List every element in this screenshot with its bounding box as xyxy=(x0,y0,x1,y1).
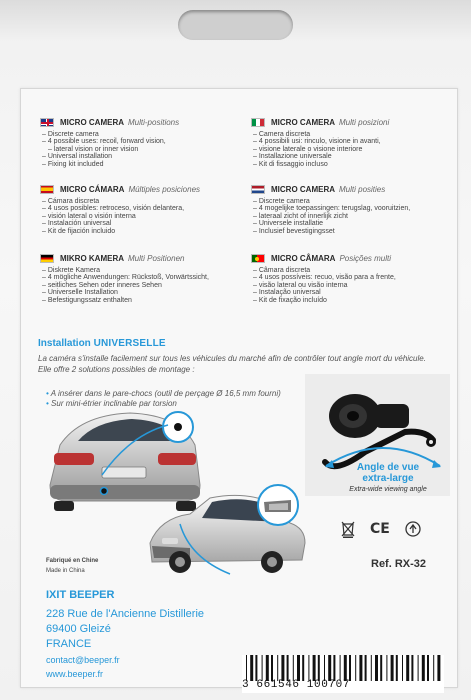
barcode-bar xyxy=(293,655,294,681)
lang-subtitle: Multi Positionen xyxy=(128,253,185,263)
barcode-bar xyxy=(396,655,398,681)
lang-subtitle: Multi posizioni xyxy=(339,117,390,127)
barcode-bar xyxy=(328,655,331,681)
feature-line: – lateral vision or inner vision xyxy=(40,146,250,153)
lang-block-es xyxy=(40,183,250,235)
feature-line: – Kit di fissaggio incluso xyxy=(251,161,461,168)
address-line: 228 Rue de l'Ancienne Distillerie xyxy=(46,608,205,620)
barcode-bar xyxy=(271,655,273,681)
barcode-bar xyxy=(333,655,335,681)
lang-title: MICRO CAMERA xyxy=(271,184,335,194)
barcode-bar xyxy=(287,655,289,681)
barcode-bar xyxy=(308,655,309,681)
viewing-angle-badge xyxy=(328,462,448,493)
barcode-bar xyxy=(359,655,362,681)
lang-subtitle: Múltiples posiciones xyxy=(128,184,201,194)
barcode-bar xyxy=(297,655,300,681)
product-reference: Ref. RX-32 xyxy=(371,558,427,570)
feature-line: – Discrete camera xyxy=(40,131,250,138)
angle-line1: Angle de vue xyxy=(356,462,420,473)
ce-mark-icon: CE xyxy=(370,521,390,537)
contact-website: www.beeper.fr xyxy=(46,669,104,679)
feature-line: – Inclusief bevestigingsset xyxy=(251,228,461,235)
feature-line: – Universelle Installation xyxy=(40,289,250,296)
lang-title: MICRO CÁMARA xyxy=(60,184,125,194)
lang-block-nl xyxy=(251,183,461,235)
feature-line: – 4 usos posibles: retroceso, visión delantera, xyxy=(40,205,250,212)
bullet-item: • A insérer dans le pare-chocs (outil de perçage Ø 16,5 mm fourni) xyxy=(46,389,281,399)
lang-subtitle: Multi posities xyxy=(339,184,386,194)
barcode-bar xyxy=(266,655,269,681)
lang-title: MICRO CAMERA xyxy=(60,117,124,127)
germany-flag-icon xyxy=(40,254,54,263)
angle-line3: Extra-wide viewing angle xyxy=(349,486,427,493)
barcode-bar xyxy=(406,655,409,681)
feature-line: – Installazione universale xyxy=(251,153,461,160)
feature-line: – Câmara discreta xyxy=(251,267,461,274)
uk-flag-icon xyxy=(40,118,54,127)
barcode-bar xyxy=(365,655,367,681)
feature-line: – 4 possibili usi: rinculo, visione in avanti, xyxy=(251,138,461,145)
barcode-bar xyxy=(422,655,425,681)
barcode-bar xyxy=(318,655,320,681)
lang-title: MICRO CÂMARA xyxy=(271,253,336,263)
barcode-bar xyxy=(355,655,356,681)
barcode-digits: 3 661546 100707 xyxy=(242,679,351,691)
barcode-bar xyxy=(418,655,419,681)
lang-block-it xyxy=(251,116,461,168)
barcode-bar xyxy=(344,655,347,681)
barcode-bar xyxy=(380,655,382,681)
barcode-bar xyxy=(324,655,325,681)
installation-title-strong: UNIVERSELLE xyxy=(93,338,166,349)
company-contact xyxy=(46,653,120,681)
barcode-bar xyxy=(340,655,341,681)
mirror-zoom-icon xyxy=(255,482,301,528)
installation-paragraph: La caméra s'installe facilement sur tous les véhicules du marché afin de contrôler tout angle mort du véhicule. xyxy=(38,354,426,363)
barcode-bar xyxy=(281,655,284,681)
feature-line: – 4 usos possíveis: recuo, visão para a frente, xyxy=(251,274,461,281)
weee-bin-icon xyxy=(340,520,356,538)
barcode-bar xyxy=(427,655,429,681)
feature-line: – 4 possible uses: recoil, forward vision, xyxy=(40,138,250,145)
feature-line: – Universele installatie xyxy=(251,220,461,227)
feature-line: – Fixing kit included xyxy=(40,161,250,168)
barcode-bar xyxy=(437,655,440,681)
barcode-bar xyxy=(386,655,387,681)
made-in-fr: Fabriqué en Chine xyxy=(46,558,99,564)
barcode-bar xyxy=(402,655,403,681)
italy-flag-icon xyxy=(251,118,265,127)
bullet-item: • Sur mini-étrier inclinable par torsion xyxy=(46,399,281,409)
barcode-bar xyxy=(371,655,372,681)
lang-subtitle: Posições multi xyxy=(339,253,392,263)
lang-subtitle: Multi-positions xyxy=(128,117,180,127)
arrow-line-icon xyxy=(90,415,170,485)
feature-line: – Camera discreta xyxy=(251,131,461,138)
lang-title: MICRO CAMERA xyxy=(271,117,335,127)
feature-line: – Kit de fijación incluido xyxy=(40,228,250,235)
installation-title-prefix: Installation xyxy=(38,338,94,349)
barcode-bar xyxy=(277,655,278,681)
feature-line: – Instalación universal xyxy=(40,220,250,227)
lang-block-de xyxy=(40,252,250,304)
barcode-bar xyxy=(250,655,253,681)
company-name: IXIT BEEPER xyxy=(46,589,115,601)
contact-email: contact@beeper.fr xyxy=(46,655,120,665)
feature-line: – seitliches Sehen oder inneres Sehen xyxy=(40,282,250,289)
origin-label xyxy=(46,556,98,576)
lang-title: MIKRO KAMERA xyxy=(60,253,124,263)
barcode-bar xyxy=(246,655,247,681)
barcode-bar xyxy=(349,655,351,681)
barcode xyxy=(242,655,444,693)
hang-hole xyxy=(178,10,293,40)
spain-flag-icon xyxy=(40,185,54,194)
address-line: 69400 Gleizé xyxy=(46,623,111,635)
feature-line: – lateraal zicht of innerlijk zicht xyxy=(251,213,461,220)
barcode-bar xyxy=(433,655,434,681)
feature-line: – Discrete camera xyxy=(251,198,461,205)
netherlands-flag-icon xyxy=(251,185,265,194)
lang-block-en xyxy=(40,116,250,168)
barcode-bar xyxy=(375,655,378,681)
lang-block-pt xyxy=(251,252,461,304)
company-address xyxy=(46,607,204,652)
feature-line: – Cámara discreta xyxy=(40,198,250,205)
barcode-bar xyxy=(411,655,413,681)
feature-line: – visão lateral ou visão interna xyxy=(251,282,461,289)
barcode-bar xyxy=(313,655,316,681)
installation-text xyxy=(38,353,434,375)
feature-line: – Kit de fixação incluído xyxy=(251,297,461,304)
feature-line: – visione laterale o visione interiore xyxy=(251,146,461,153)
angle-line2: extra-large xyxy=(362,473,414,484)
feature-line: – Befestigungssatz enthalten xyxy=(40,297,250,304)
barcode-bar xyxy=(391,655,394,681)
barcode-bars xyxy=(242,655,444,681)
feature-line: – 4 mögliche Anwendungen: Rückstoß, Vorwärtssicht, xyxy=(40,274,250,281)
feature-line: – Diskrete Kamera xyxy=(40,267,250,274)
feature-line: – Universal installation xyxy=(40,153,250,160)
made-in-en: Made in China xyxy=(46,568,85,574)
feature-line: – visión lateral o visión interna xyxy=(40,213,250,220)
address-line: FRANCE xyxy=(46,638,92,650)
portugal-flag-icon xyxy=(251,254,265,263)
barcode-bar xyxy=(302,655,304,681)
compliance-icons xyxy=(340,520,422,538)
recycle-icon xyxy=(404,520,422,538)
barcode-bar xyxy=(255,655,257,681)
installation-title xyxy=(38,338,166,349)
barcode-bar xyxy=(262,655,263,681)
feature-line: – 4 mogelijke toepassingen: terugslag, vooruitzien, xyxy=(251,205,461,212)
feature-line: – Instalação universal xyxy=(251,289,461,296)
installation-paragraph-2: Elle offre 2 solutions possibles de montage : xyxy=(38,365,195,374)
